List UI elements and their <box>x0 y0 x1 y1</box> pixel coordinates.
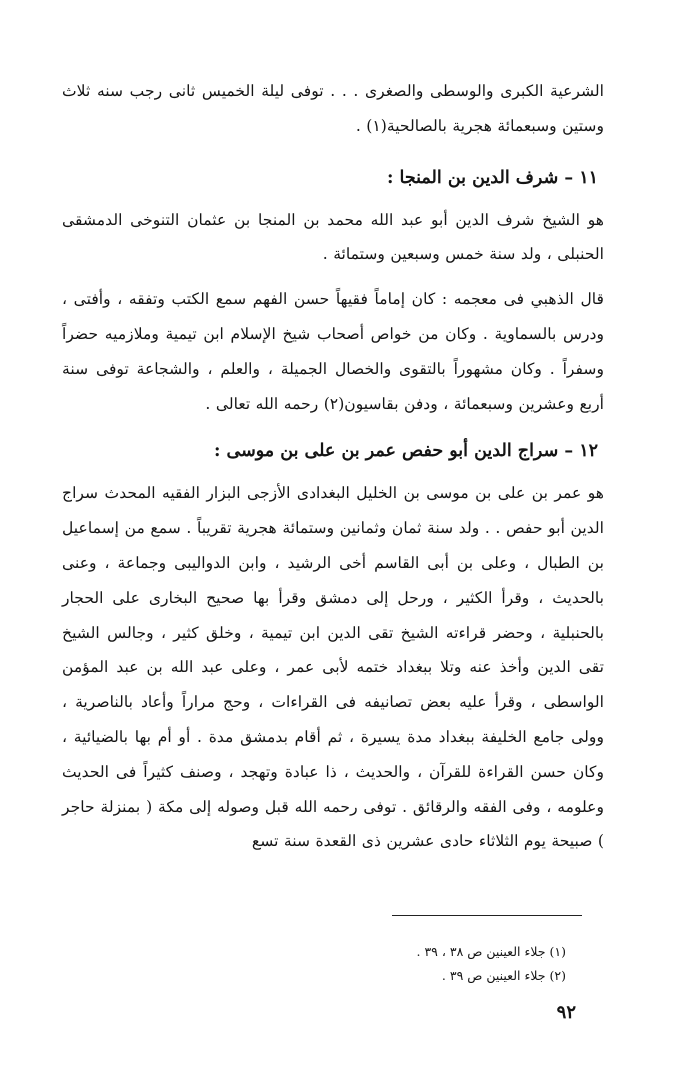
entry-11-paragraph-2: قال الذهبي فى معجمه : كان إماماً فقيهاً حسن الفهم سمع الكتب وتفقه ، وأفتى ، ودرس بالسماوية . وكان من خواص أصحاب شيخ الإسلام ابن تيمية وملازميه حضراً وسفراً . وكان مشهوراً بالتقوى والخصال الجميلة ، والعلم ، والشجاعة توفى سنة أربع وعشرين وسبعمائة ، ودفن بقاسيون(٢) رحمه الله تعالى . <box>62 290 604 413</box>
entry-heading-12: ١٢ – سراج الدين أبو حفص عمر بن على بن موسى : <box>213 441 598 462</box>
entry-11-paragraph-1: هو الشيخ شرف الدين أبو عبد الله محمد بن المنجا بن عثمان التنوخى الدمشقى الحنبلى ، ولد سنة خمس وسبعين وستمائة . <box>62 210 604 264</box>
footnotes <box>416 940 566 988</box>
page-number: ٩٢ <box>556 1002 576 1023</box>
entry-12-paragraph-1: هو عمر بن على بن موسى بن الخليل البغدادى الأزجى البزار الفقيه المحدث سراج الدين أبو حفص . . ولد سنة ثمان وثمانين وستمائة هجرية تقريباً . سمع من إسماعيل بن الطبال ، وعلى بن أبى القاسم أخى الرشيد ، وابن الدواليبى وجماعة ، وعنى بالحديث ، وقرأ الكثير ، ورحل إلى دمشق وقرأ بها صحيح البخارى على الحجار بالحنبلية ، وحضر قراءته الشيخ تقى الدين ابن تيمية ، وخلق كثير ، وجالس الشيخ تقى الدين وأخذ عنه وتلا ببغداد ختمه لأبى عمر ، وعلى عبد الله بن عبد المؤمن الواسطى ، وقرأ عليه بعض تصانيفه فى القراءات ، وحج مراراً وأعاد بالناصرية ، وولى جامع الخليفة ببغداد مدة يسيرة ، ثم أقام بدمشق مدة . أو أم بها بالضيائية ، وكان حسن القراءة للقرآن ، والحديث ، ذا عبادة وتهجد ، وصنف كثيراً فى الحديث وعلومه ، وفى الفقه والرقائق . توفى رحمه الله قبل وصوله إلى مكة ( بمنزلة حاجر ) صبيحة يوم الثلاثاء حادى عشرين ذى القعدة سنة تسع <box>62 484 605 851</box>
footnote-1: (١) جلاء العينين ص ٣٨ ، ٣٩ . <box>416 944 566 959</box>
intro-paragraph: الشرعية الكبرى والوسطى والصغرى . . . توفى ليلة الخميس ثانى رجب سنه ثلاث وستين وسبعمائة هجرية بالصالحية(١) . <box>62 82 604 135</box>
footnote-2: (٢) جلاء العينين ص ٣٩ . <box>441 968 566 983</box>
footnote-divider <box>392 915 582 916</box>
entry-heading-11: ١١ – شرف الدين بن المنجا : <box>386 167 598 188</box>
